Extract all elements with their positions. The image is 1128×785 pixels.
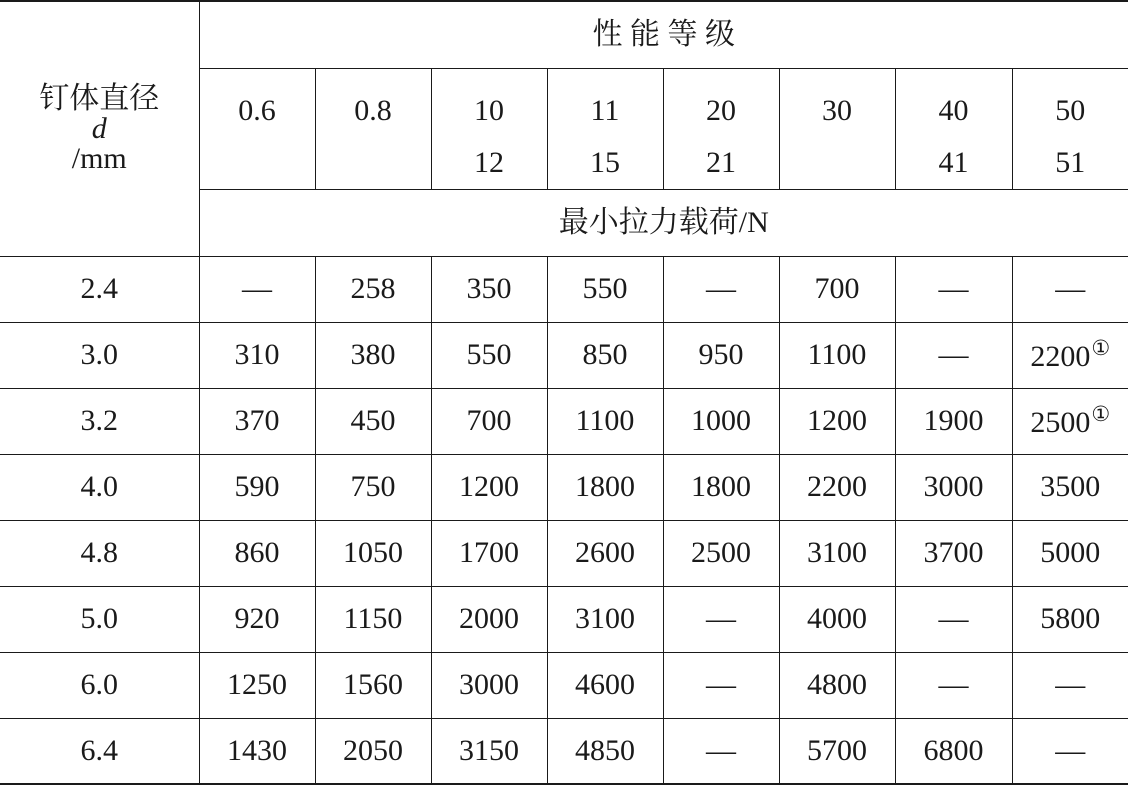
grade-label: 0.6 bbox=[200, 85, 315, 137]
load-value: 1700 bbox=[459, 536, 519, 569]
load-value: 920 bbox=[235, 602, 280, 635]
load-value-cell bbox=[199, 718, 315, 784]
load-value: 3100 bbox=[575, 602, 635, 635]
load-value-cell bbox=[315, 388, 431, 454]
grade-label: 15 bbox=[548, 137, 663, 189]
grade-label: 20 bbox=[664, 85, 779, 137]
grade-label: 41 bbox=[896, 137, 1012, 189]
load-value: 3100 bbox=[807, 536, 867, 569]
performance-grade-header: 性 能 等 级 bbox=[199, 1, 1128, 68]
load-value-cell bbox=[199, 454, 315, 520]
footnote-marker: ① bbox=[1091, 336, 1110, 360]
grade-header-cell bbox=[895, 68, 1012, 189]
load-value: 2000 bbox=[459, 602, 519, 635]
load-value-cell bbox=[779, 454, 895, 520]
load-value: 450 bbox=[351, 404, 396, 437]
diameter-variable: d bbox=[0, 114, 199, 144]
load-value: 700 bbox=[815, 272, 860, 305]
diameter-value: 4.8 bbox=[0, 520, 199, 586]
load-value-cell bbox=[663, 718, 779, 784]
diameter-value: 5.0 bbox=[0, 586, 199, 652]
load-value-cell bbox=[199, 322, 315, 388]
grade-label: 50 bbox=[1013, 85, 1128, 137]
load-value-cell bbox=[1012, 520, 1128, 586]
load-value-cell bbox=[663, 586, 779, 652]
grade-label: 0.8 bbox=[316, 85, 431, 137]
load-value: 750 bbox=[351, 470, 396, 503]
load-value-cell bbox=[547, 388, 663, 454]
load-value-cell bbox=[199, 520, 315, 586]
load-value: 370 bbox=[235, 404, 280, 437]
load-value: 1800 bbox=[575, 470, 635, 503]
load-value-cell bbox=[431, 388, 547, 454]
load-value-cell bbox=[199, 388, 315, 454]
grade-label: 30 bbox=[780, 85, 895, 137]
load-value: 3150 bbox=[459, 734, 519, 767]
load-value: 380 bbox=[351, 338, 396, 371]
load-value: 1000 bbox=[691, 404, 751, 437]
grade-label: 21 bbox=[664, 137, 779, 189]
load-value: 550 bbox=[583, 272, 628, 305]
diameter-value: 6.0 bbox=[0, 652, 199, 718]
load-value-cell bbox=[895, 652, 1012, 718]
load-value-cell bbox=[199, 586, 315, 652]
table-row bbox=[0, 718, 1128, 784]
grade-header-cell bbox=[315, 68, 431, 189]
load-value: 1050 bbox=[343, 536, 403, 569]
load-value-cell bbox=[895, 256, 1012, 322]
load-value-cell bbox=[1012, 652, 1128, 718]
load-value: 5000 bbox=[1040, 536, 1100, 569]
load-value: 4000 bbox=[807, 602, 867, 635]
load-value: 2050 bbox=[343, 734, 403, 767]
grade-label: 10 bbox=[432, 85, 547, 137]
load-value: 5700 bbox=[807, 734, 867, 767]
load-value: 590 bbox=[235, 470, 280, 503]
load-value: 700 bbox=[467, 404, 512, 437]
load-value: 1800 bbox=[691, 470, 751, 503]
load-value-cell bbox=[663, 652, 779, 718]
load-value-cell bbox=[895, 718, 1012, 784]
load-value-cell bbox=[315, 256, 431, 322]
load-value: 310 bbox=[235, 338, 280, 371]
load-value-cell bbox=[1012, 718, 1128, 784]
diameter-value: 6.4 bbox=[0, 718, 199, 784]
grade-header-cell bbox=[663, 68, 779, 189]
table-row bbox=[0, 322, 1128, 388]
load-value-cell bbox=[547, 586, 663, 652]
load-value-cell bbox=[1012, 388, 1128, 454]
load-value-cell bbox=[663, 454, 779, 520]
diameter-value: 4.0 bbox=[0, 454, 199, 520]
load-value: 258 bbox=[351, 272, 396, 305]
load-value: 4600 bbox=[575, 668, 635, 701]
load-value: 1900 bbox=[924, 404, 984, 437]
load-value: 2500 bbox=[1030, 406, 1090, 439]
diameter-column-header bbox=[0, 1, 199, 256]
load-value: 1430 bbox=[227, 734, 287, 767]
table-row bbox=[0, 454, 1128, 520]
load-value-cell bbox=[779, 322, 895, 388]
load-value-cell bbox=[547, 520, 663, 586]
grade-label: 40 bbox=[896, 85, 1012, 137]
load-value: 850 bbox=[583, 338, 628, 371]
load-value: — bbox=[1055, 272, 1085, 305]
diameter-value: 3.0 bbox=[0, 322, 199, 388]
load-value: — bbox=[939, 668, 969, 701]
grade-label bbox=[780, 137, 895, 189]
load-value: 3700 bbox=[924, 536, 984, 569]
load-value: 1560 bbox=[343, 668, 403, 701]
grade-label bbox=[316, 137, 431, 189]
load-value-cell bbox=[315, 322, 431, 388]
load-value: 350 bbox=[467, 272, 512, 305]
load-value: 3000 bbox=[459, 668, 519, 701]
load-value-cell bbox=[895, 586, 1012, 652]
load-value-cell bbox=[431, 520, 547, 586]
header-row-grade-title bbox=[0, 1, 1128, 68]
table-body bbox=[0, 1, 1128, 784]
load-value-cell bbox=[431, 454, 547, 520]
load-value: 4850 bbox=[575, 734, 635, 767]
load-value: 1200 bbox=[459, 470, 519, 503]
load-value: 2500 bbox=[691, 536, 751, 569]
load-value: — bbox=[706, 272, 736, 305]
load-value: — bbox=[706, 602, 736, 635]
diameter-label-text: 钉体直径 bbox=[0, 84, 199, 114]
load-value-cell bbox=[663, 322, 779, 388]
load-value: 1200 bbox=[807, 404, 867, 437]
load-value-cell bbox=[315, 652, 431, 718]
load-value-cell bbox=[1012, 256, 1128, 322]
grade-header-cell bbox=[199, 68, 315, 189]
load-value-cell bbox=[199, 652, 315, 718]
load-value-cell bbox=[315, 520, 431, 586]
load-value: 2200 bbox=[1030, 340, 1090, 373]
load-value: 1100 bbox=[808, 338, 867, 371]
load-value-cell bbox=[431, 718, 547, 784]
load-value: 860 bbox=[235, 536, 280, 569]
load-value: — bbox=[1055, 668, 1085, 701]
grade-label bbox=[200, 137, 315, 189]
load-value-cell bbox=[895, 454, 1012, 520]
load-value-cell bbox=[779, 718, 895, 784]
table-row bbox=[0, 586, 1128, 652]
load-value: — bbox=[242, 272, 272, 305]
load-value-cell bbox=[663, 520, 779, 586]
load-value: 2200 bbox=[807, 470, 867, 503]
load-value: — bbox=[1055, 734, 1085, 767]
load-value-cell bbox=[1012, 454, 1128, 520]
load-value: 1150 bbox=[344, 602, 403, 635]
load-value-cell bbox=[315, 454, 431, 520]
load-value: 6800 bbox=[924, 734, 984, 767]
load-value: 550 bbox=[467, 338, 512, 371]
load-value-cell bbox=[779, 256, 895, 322]
table-row bbox=[0, 388, 1128, 454]
load-value: — bbox=[706, 734, 736, 767]
load-value-cell bbox=[779, 586, 895, 652]
load-value-cell bbox=[199, 256, 315, 322]
load-value-cell bbox=[431, 322, 547, 388]
load-value: 950 bbox=[699, 338, 744, 371]
load-value-cell bbox=[547, 322, 663, 388]
load-value: 5800 bbox=[1040, 602, 1100, 635]
load-value-cell bbox=[663, 256, 779, 322]
load-value-cell bbox=[1012, 586, 1128, 652]
load-value: 1100 bbox=[576, 404, 635, 437]
load-value-cell bbox=[431, 586, 547, 652]
grade-header-cell bbox=[779, 68, 895, 189]
load-value: 3500 bbox=[1040, 470, 1100, 503]
load-value-cell bbox=[895, 388, 1012, 454]
load-value-cell bbox=[663, 388, 779, 454]
load-value-cell bbox=[779, 652, 895, 718]
table-row bbox=[0, 256, 1128, 322]
grade-header-cell bbox=[547, 68, 663, 189]
grade-header-cell bbox=[431, 68, 547, 189]
table-row bbox=[0, 652, 1128, 718]
grade-label: 51 bbox=[1013, 137, 1128, 189]
diameter-unit: /mm bbox=[0, 144, 199, 174]
load-value: 2600 bbox=[575, 536, 635, 569]
grade-header-cell bbox=[1012, 68, 1128, 189]
load-value-cell bbox=[1012, 322, 1128, 388]
load-value-cell bbox=[895, 520, 1012, 586]
load-value: 3000 bbox=[924, 470, 984, 503]
load-value-cell bbox=[431, 256, 547, 322]
load-value-cell bbox=[779, 388, 895, 454]
load-value: — bbox=[939, 272, 969, 305]
load-value-cell bbox=[315, 586, 431, 652]
grade-label: 12 bbox=[432, 137, 547, 189]
load-value-cell bbox=[315, 718, 431, 784]
load-value-cell bbox=[547, 256, 663, 322]
load-value-cell bbox=[895, 322, 1012, 388]
load-value-cell bbox=[779, 520, 895, 586]
grade-label: 11 bbox=[548, 85, 663, 137]
table-row bbox=[0, 520, 1128, 586]
load-value: — bbox=[939, 602, 969, 635]
min-tensile-load-header: 最小拉力载荷/N bbox=[199, 189, 1128, 256]
load-value-cell bbox=[547, 454, 663, 520]
diameter-value: 2.4 bbox=[0, 256, 199, 322]
footnote-marker: ① bbox=[1091, 402, 1110, 426]
diameter-value: 3.2 bbox=[0, 388, 199, 454]
load-value: — bbox=[939, 338, 969, 371]
load-value: — bbox=[706, 668, 736, 701]
load-value-cell bbox=[431, 652, 547, 718]
load-value: 1250 bbox=[227, 668, 287, 701]
load-value: 4800 bbox=[807, 668, 867, 701]
load-value-cell bbox=[547, 718, 663, 784]
load-value-cell bbox=[547, 652, 663, 718]
